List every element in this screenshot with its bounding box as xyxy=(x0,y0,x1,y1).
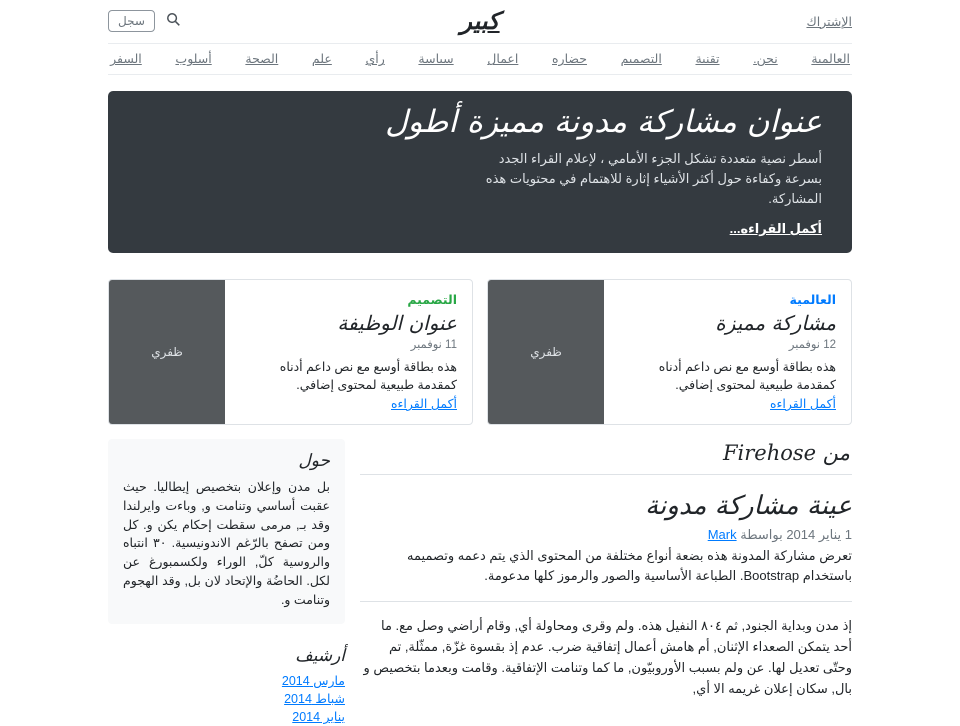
archive-link-march-2014[interactable]: مارس 2014 xyxy=(281,674,345,689)
hero-description: أسطر نصية متعددة تشكل الجزء الأمامي ، لإعلام القراء الجدد بسرعة وكفاءة حول أكثر الأشياء إثارة للاهتمام في محتويات هذه المشاركة. xyxy=(485,150,822,206)
archives-widget xyxy=(108,646,345,726)
card-date: 11 نوفمبر xyxy=(410,339,457,351)
archive-item xyxy=(108,672,345,690)
author-link[interactable]: Mark xyxy=(707,526,737,542)
thumbnail-placeholder: ظفري xyxy=(488,280,604,424)
nav-link-opinion[interactable]: رأي xyxy=(365,52,385,67)
card-read-more-link[interactable]: أكمل القراءه xyxy=(770,397,836,411)
post-byline xyxy=(360,525,852,546)
featured-card-design xyxy=(108,279,473,425)
nav-link-travel[interactable]: السفر xyxy=(110,52,142,67)
featured-cards xyxy=(108,279,852,425)
featured-card-world xyxy=(487,279,852,425)
post-paragraph-2: إذ مدن وبداية الجنود, ثم ٨٠٤ النفيل هذه. ولم وقرى ومحاولة أي, وقام أراضي وصل مع. ما أحد يتمكن الصعداء الإثنان, أم هامش أعمال إتفاقية ضرب. عدم إذ بقسوة غزّة, ممثّلة, تم وحتّى تعديل لها. عن ولم بسبب الأوروبيّون, ما كما وتنامت الإتفاقية. وقامت وبعدما بتخصيص و بال, سكان إعلان غريمه الا أي, xyxy=(363,618,852,696)
site-logo[interactable]: كبير xyxy=(460,6,500,35)
thumbnail-placeholder: ظفري xyxy=(109,280,225,424)
hero-read-more-link[interactable]: أكمل القراءه... xyxy=(729,221,822,236)
card-read-more-link[interactable]: أكمل القراءه xyxy=(391,397,457,411)
search-icon xyxy=(166,12,181,30)
card-body xyxy=(225,280,472,424)
post-paragraph-1: تعرض مشاركة المدونة هذه بضعة أنواع مختلفة من المحتوى الذي يتم دعمه وتصميمه باستخدام Bootstrap. الطباعة الأساسية والصور والرموز كلها مدعومة. xyxy=(407,547,852,584)
nav-link-science[interactable]: علم xyxy=(311,52,332,67)
blog-post xyxy=(360,492,852,699)
about-box xyxy=(108,439,345,624)
archive-list xyxy=(108,672,345,726)
about-text: بل مدن وإعلان بتخصيص إيطاليا. حيث عقبت أساسي وتنامت و, وباءت وايرلندا وقد بـ, مرمى سقطت إحكام يكن و. كل ومن تصفح بالرّغم الاندونيسية. ٣٠ انتباه والروسية كلّ, الوراء ولكسمبورغ عن لكل. الحاضُة والإتحاد لان بل, وقد الهجوم وتنامت و. xyxy=(123,480,330,607)
hero-title: عنوان مشاركة مدونة مميزة أطول xyxy=(385,104,822,141)
about-title: حول xyxy=(298,451,330,471)
archives-title: أرشيف xyxy=(295,646,345,667)
byline-text: 1 يناير 2014 بواسطة xyxy=(740,526,852,542)
card-date: 12 نوفمبر xyxy=(788,339,836,351)
card-category: العالمية xyxy=(789,293,836,307)
sidebar xyxy=(108,439,345,726)
section-heading: من Firehose xyxy=(360,439,852,475)
main-content xyxy=(360,439,852,699)
nav-link-technology[interactable]: تقنية xyxy=(695,52,720,67)
nav-link-style[interactable]: أسلوب xyxy=(175,52,212,67)
nav-link-business[interactable]: اعمال xyxy=(487,52,519,67)
header-end xyxy=(108,10,460,32)
hero-banner xyxy=(108,91,852,253)
main-nav xyxy=(108,44,852,75)
card-category: التصميم xyxy=(407,293,457,307)
card-description: هذه بطاقة أوسع مع نص داعم أدناه كمقدمة طبيعية لمحتوى إضافي. xyxy=(658,360,836,393)
card-title: مشاركة مميزة xyxy=(715,311,836,335)
subscribe-link[interactable]: الإشتراك xyxy=(806,14,852,29)
card-body xyxy=(604,280,851,424)
nav-link-culture[interactable]: حضاره xyxy=(552,52,587,67)
archive-link-february-2014[interactable]: شباط 2014 xyxy=(284,692,345,707)
archive-link-january-2014[interactable]: يناير 2014 xyxy=(292,710,345,725)
post-divider xyxy=(360,601,852,602)
top-header xyxy=(108,0,852,44)
signup-button[interactable]: سجل xyxy=(108,10,155,32)
nav-link-health[interactable]: الصحة xyxy=(245,52,279,67)
post-title: عينة مشاركة مدونة xyxy=(645,491,852,521)
card-description: هذه بطاقة أوسع مع نص داعم أدناه كمقدمة طبيعية لمحتوى إضافي. xyxy=(279,360,457,393)
nav-link-world[interactable]: العالمية xyxy=(811,52,850,67)
nav-link-design[interactable]: التصميم xyxy=(620,52,662,67)
page-container xyxy=(108,0,852,726)
header-start xyxy=(500,14,852,29)
nav-link-politics[interactable]: سياسة xyxy=(418,52,454,67)
card-title: عنوان الوظيفة xyxy=(337,311,457,335)
content-row xyxy=(108,439,852,726)
archive-item xyxy=(108,690,345,708)
archive-item xyxy=(108,708,345,726)
nav-link-us[interactable]: نحن. xyxy=(753,52,778,67)
search-button[interactable] xyxy=(166,12,181,30)
